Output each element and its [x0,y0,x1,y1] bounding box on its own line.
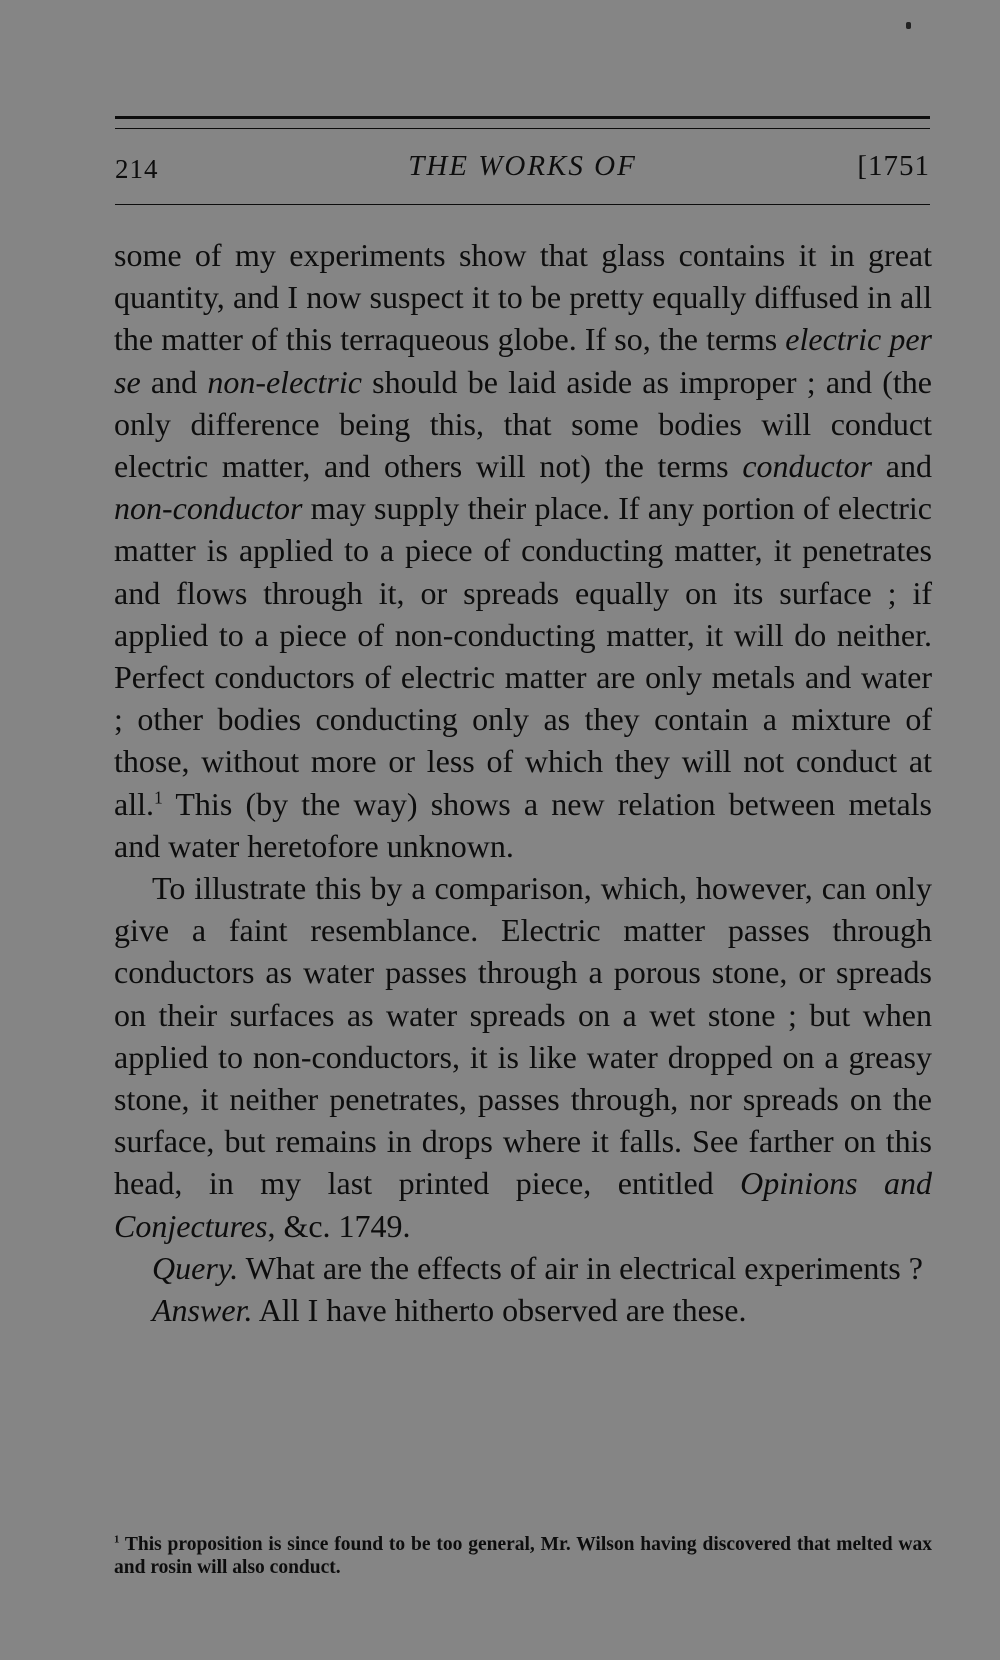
text-run: some of my experiments show that glass contains it in great quantity, and I now suspect it to be pretty equally diffused in all the matter of this terraqueous globe. If so, the terms [114,237,932,358]
text-run: , &c. 1749. [267,1207,411,1244]
text-run: and [140,363,208,400]
text-run: What are the effects of air in electrical experiments ? [238,1249,923,1286]
footnote [114,1533,932,1579]
text-run: and [872,448,933,485]
print-speck [906,22,911,29]
italic-term: conductor [742,448,873,485]
italic-term: electric per se [114,321,932,400]
footnote-marker: 1 [114,1533,120,1546]
text-run: This (by the way) shows a new relation between metals and water heretofore unknown. [114,785,932,864]
text-run: To illustrate this by a comparison, which, however, can only give a faint resemblance. Electric matter passes through conductors as water passes through a porous stone, or spreads on their surfaces as water spreads on a wet stone ; but when applied to non-conductors, it is like water dropped on a greasy stone, it neither penetrates, passes through, nor spreads on the surface, but remains in drops where it falls. See farther on this head, in my last printed piece, entitled [114,870,932,1202]
italic-term: non-conductor [114,490,303,527]
answer-paragraph [114,1289,932,1331]
running-title: THE WORKS OF [408,150,637,182]
italic-title: Opinions and Conjectures [114,1165,933,1244]
query-paragraph [114,1247,932,1289]
top-rule [115,116,930,119]
running-header [115,150,930,190]
footnote-text: This proposition is since found to be too general, Mr. Wilson having discovered that melted wax and rosin will also conduct. [114,1534,932,1578]
top-rule-thin [115,128,930,129]
page-number: 214 [115,154,159,184]
text-run: should be laid aside as improper ; and (the only difference being this, that some bodies will conduct electric matter, and others will not) the terms [114,363,933,485]
paragraph [114,234,932,867]
answer-label: Answer. [152,1292,253,1329]
header-rule [115,204,930,205]
running-year: [1751 [857,150,930,182]
text-run: may supply their place. If any portion of electric matter is applied to a piece of conducting matter, it penetrates and flows through it, or spreads equally on its surface ; if applied to a piece of non-conducting matter, it will do neither. Perfect conductors of electric matter are only metals and water ; other bodies conducting only as they contain a mixture of those, without more or less of which they will not conduct at all. [114,490,932,822]
italic-term: non-electric [207,363,362,400]
body-text [114,234,932,1331]
footnote-reference: 1 [153,786,163,807]
text-run: All I have hitherto observed are these. [252,1292,747,1329]
paragraph [114,867,932,1247]
query-label: Query. [152,1249,239,1286]
